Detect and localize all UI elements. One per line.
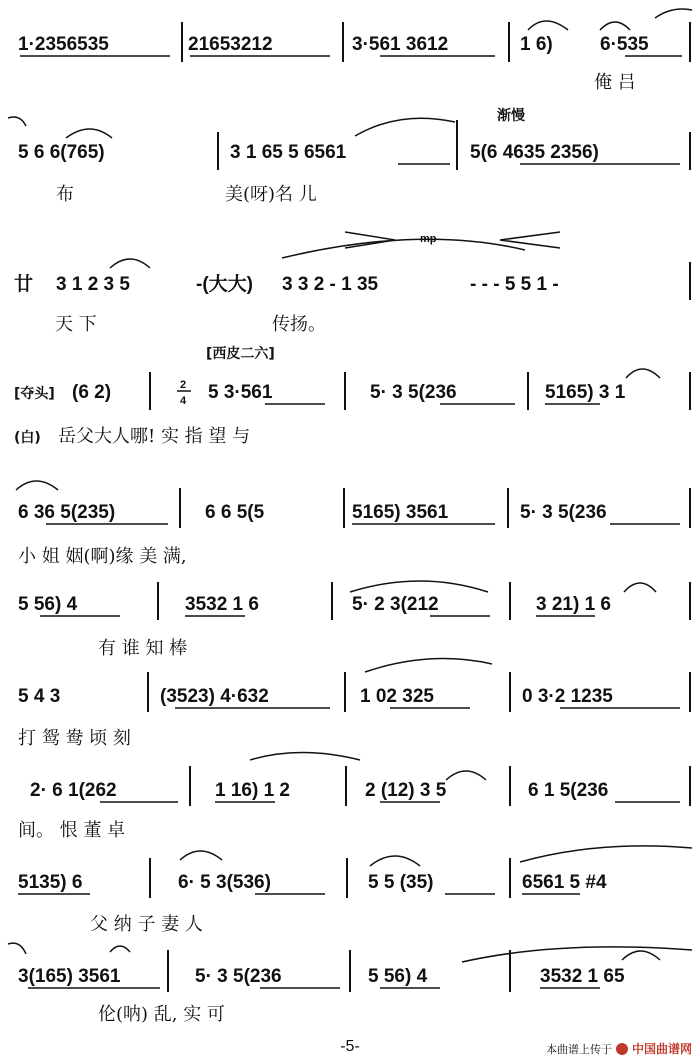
measure-9-4: 6561 5 #4: [522, 872, 607, 893]
measure-1-5: 6·535: [600, 34, 649, 55]
phrase-slur: [282, 239, 525, 258]
measure-4-1: (6 2): [72, 382, 112, 403]
measure-8-2: 1 16) 1 2: [215, 780, 290, 801]
measure-10-4: 3532 1 65: [540, 966, 625, 987]
lyric-line-7: 打 鸳 鸯 顷 刻: [18, 728, 131, 749]
measure-9-3: 5 5 (35): [368, 872, 434, 893]
measure-2-2: 3 1 65 5 6561: [230, 142, 347, 163]
score-line-10: [8, 943, 692, 1025]
measure-8-4: 6 1 5(236: [528, 780, 609, 801]
decrescendo-hairpin: [345, 232, 395, 248]
measure-5-4: 5· 3 5(236: [520, 502, 607, 523]
phrase-slur: [520, 846, 692, 862]
lyric-line-1: 俺 吕: [594, 72, 636, 93]
score-line-1: [18, 9, 692, 93]
measure-3-4: - - - 5 5 1 -: [470, 274, 559, 295]
tempo-marking: 渐慢: [497, 108, 525, 124]
lyric-line-2b: 美(呀)名 儿: [225, 184, 317, 205]
prelude-tag: [夺头]: [14, 386, 55, 402]
footer-credit: [546, 1040, 692, 1057]
footer-uploaded-text: 本曲谱上传于: [545, 1042, 612, 1056]
section-tag: [西皮二六]: [206, 346, 275, 362]
lyric-line-3a: 天 下: [55, 314, 97, 335]
score-line-9: [18, 846, 692, 935]
slur: [66, 129, 112, 138]
score-line-3: [14, 232, 690, 335]
measure-8-1: 2· 6 1(262: [30, 780, 117, 801]
measure-3-1: 3 1 2 3 5: [56, 274, 130, 295]
measure-1-2: 21653212: [188, 34, 273, 55]
lyric-line-4: 岳父大人哪! 实 指 望 与: [58, 426, 251, 447]
measure-3-3: 3 3 2 - 1 35: [282, 274, 379, 295]
score-line-8: [18, 766, 690, 841]
phrase-slur: [365, 659, 492, 672]
measure-10-3: 5 56) 4: [368, 966, 428, 987]
measure-2-3: 5(6 4635 2356): [470, 142, 599, 163]
score-line-5: [16, 481, 690, 567]
measure-7-3: 1 02 325: [360, 686, 434, 707]
slur: [8, 117, 26, 126]
measure-6-3: 5· 2 3(212: [352, 594, 439, 615]
phrase-slur: [462, 947, 692, 962]
measure-6-1: 5 56) 4: [18, 594, 78, 615]
measure-7-2: (3523) 4·632: [160, 686, 269, 707]
measure-7-1: 5 4 3: [18, 686, 61, 707]
slur: [8, 943, 26, 954]
slur: [110, 259, 150, 268]
measure-5-3: 5165) 3561: [352, 502, 449, 523]
slur: [626, 369, 660, 378]
slur: [355, 118, 455, 136]
measure-6-4: 3 21) 1 6: [536, 594, 611, 615]
slur: [655, 9, 692, 18]
measure-1-3: 3·561 3612: [352, 34, 449, 55]
lyric-line-2a: 布: [56, 184, 74, 205]
measure-10-1: 3(165) 3561: [18, 966, 121, 987]
score-line-7: [18, 659, 690, 760]
slur: [624, 583, 656, 592]
lyric-line-10: 伦(呐) 乱, 实 可: [98, 1004, 225, 1025]
site-logo-icon: [616, 1043, 628, 1055]
time-signature-num: 2: [180, 379, 187, 391]
slur: [600, 22, 630, 30]
slur: [370, 856, 420, 866]
lyric-line-9: 父 纳 子 妻 人: [90, 914, 203, 935]
measure-9-1: 5135) 6: [18, 872, 83, 893]
lyric-line-6: 有 谁 知 棒: [98, 638, 188, 659]
slur: [180, 851, 222, 860]
phrase-slur: [250, 753, 360, 761]
lyric-line-5: 小 姐 姻(啊)缘 美 满,: [18, 546, 187, 567]
measure-6-2: 3532 1 6: [185, 594, 259, 615]
measure-8-3: 2 (12) 3 5: [365, 780, 447, 801]
footer-site-name[interactable]: 中国曲谱网: [631, 1042, 692, 1056]
slur: [350, 581, 488, 592]
slur: [16, 481, 58, 490]
slur: [446, 771, 486, 780]
score-line-2: [8, 107, 690, 205]
measure-5-1: 6 36 5(235): [18, 502, 116, 523]
lyric-line-8: 间。 恨 董 卓: [18, 820, 126, 841]
measure-10-2: 5· 3 5(236: [195, 966, 282, 987]
dynamic-marking: mp: [420, 233, 437, 245]
slur: [528, 21, 568, 30]
score-line-4: [14, 345, 690, 447]
measure-2-1: 5 6 6(765): [18, 142, 105, 163]
time-signature-den: 4: [180, 395, 187, 407]
slur: [622, 951, 660, 960]
lyric-line-3b: 传扬。: [272, 314, 326, 335]
measure-5-2: 6 6 5(5: [205, 502, 265, 523]
crescendo-hairpin: [500, 232, 560, 248]
page-number: -5-: [340, 1038, 360, 1055]
measure-1-4: 1 6): [520, 34, 553, 55]
free-meter-mark: 廿: [14, 274, 34, 295]
spoken-tag: (白): [14, 430, 41, 446]
measure-1-1: 1·2356535: [18, 34, 109, 55]
slur: [110, 946, 130, 952]
measure-3-2: -(大大): [196, 274, 253, 295]
measure-4-2: 5 3·561: [208, 382, 273, 403]
measure-9-2: 6· 5 3(536): [178, 872, 271, 893]
measure-4-4: 5165) 3 1: [545, 382, 626, 403]
measure-7-4: 0 3·2 1235: [522, 686, 613, 707]
measure-4-3: 5· 3 5(236: [370, 382, 457, 403]
score-line-6: [18, 581, 690, 659]
